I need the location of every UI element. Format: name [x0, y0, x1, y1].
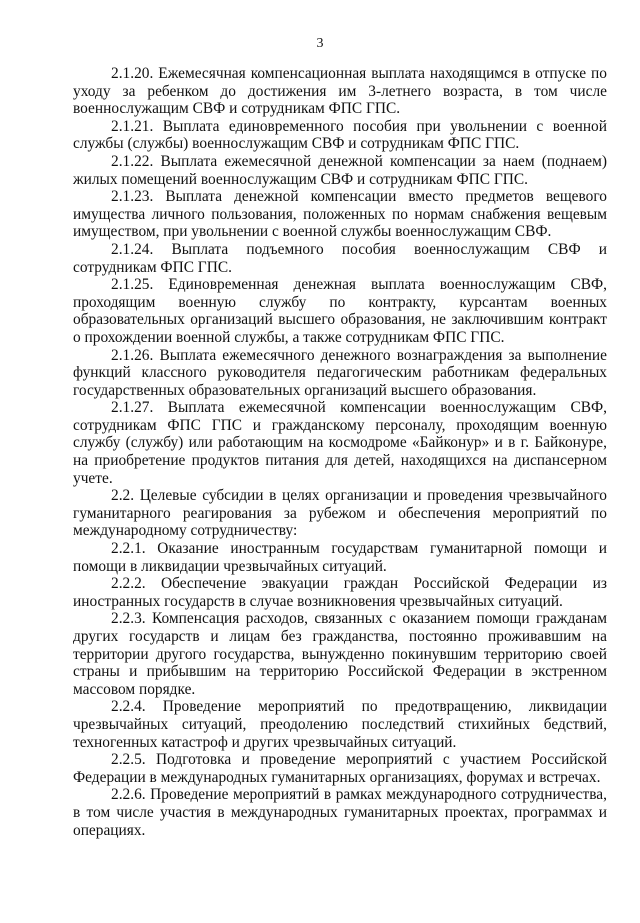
paragraph-2-1-23: 2.1.23. Выплата денежной компенсации вместо предметов вещевого имущества личного пользования, положенных по нормам снабжения вещевым имуществом, при увольнении с военной службы военнослужащим СВФ. [73, 188, 607, 241]
paragraph-2-2-5: 2.2.5. Подготовка и проведение мероприятий с участием Российской Федерации в международных гуманитарных организациях, форумах и встречах. [73, 751, 607, 786]
paragraph-2-1-22: 2.1.22. Выплата ежемесячной денежной компенсации за наем (поднаем) жилых помещений военнослужащим СВФ и сотрудникам ФПС ГПС. [73, 152, 607, 188]
paragraph-2-1-24: 2.1.24. Выплата подъемного пособия военнослужащим СВФ и сотрудникам ФПС ГПС. [73, 240, 607, 276]
paragraph-2-1-25: 2.1.25. Единовременная денежная выплата военнослужащим СВФ, проходящим военную службу по контракту, курсантам военных образовательных организаций высшего образования, не заключившим контракт о прохождении военной службы, а также сотрудникам ФПС ГПС. [73, 276, 607, 346]
paragraph-2-2-3: 2.2.3. Компенсация расходов, связанных с оказанием помощи гражданам других государств и лицам без гражданства, постоянно проживавшим на территории другого государства, вынужденно покинувшим территорию своей страны и прибывшим на территорию Российской Федерации в экстренном массовом порядке. [73, 610, 607, 698]
paragraph-2-2: 2.2. Целевые субсидии в целях организации и проведения чрезвычайного гуманитарного реагирования за рубежом и обеспечения мероприятий по международному сотрудничеству: [73, 487, 607, 540]
paragraph-2-2-2: 2.2.2. Обеспечение эвакуации граждан Российской Федерации из иностранных государств в случае возникновения чрезвычайных ситуаций. [73, 575, 607, 610]
paragraph-2-2-4: 2.2.4. Проведение мероприятий по предотвращению, ликвидации чрезвычайных ситуаций, преодолению последствий стихийных бедствий, техногенных катастроф и других чрезвычайных ситуаций. [73, 698, 607, 751]
paragraph-2-2-1: 2.2.1. Оказание иностранным государствам гуманитарной помощи и помощи в ликвидации чрезвычайных ситуаций. [73, 540, 607, 575]
paragraph-2-1-20: 2.1.20. Ежемесячная компенсационная выплата находящимся в отпуске по уходу за ребенком до достижения им 3-летнего возраста, в том числе военнослужащим СВФ и сотрудникам ФПС ГПС. [73, 65, 607, 118]
paragraph-2-1-21: 2.1.21. Выплата единовременного пособия при увольнении с военной службы (службы) военнослужащим СВФ и сотрудникам ФПС ГПС. [73, 117, 607, 153]
paragraph-2-1-26: 2.1.26. Выплата ежемесячного денежного вознаграждения за выполнение функций классного руководителя педагогическим работникам федеральных государственных образовательных организаций высшего образования. [73, 346, 607, 399]
paragraph-2-1-27: 2.1.27. Выплата ежемесячной компенсации военнослужащим СВФ, сотрудникам ФПС ГПС и гражданскому персоналу, проходящим военную службу (службу) или работающим на космодроме «Байконур» и в г. Байконуре, на приобретение продуктов питания для детей, находящихся на диспансерном учете. [73, 399, 607, 487]
page-number: 3 [316, 36, 324, 51]
paragraph-2-2-6: 2.2.6. Проведение мероприятий в рамках международного сотрудничества, в том числе участия в международных гуманитарных проектах, программах и операциях. [73, 786, 607, 839]
document-body [73, 65, 607, 839]
